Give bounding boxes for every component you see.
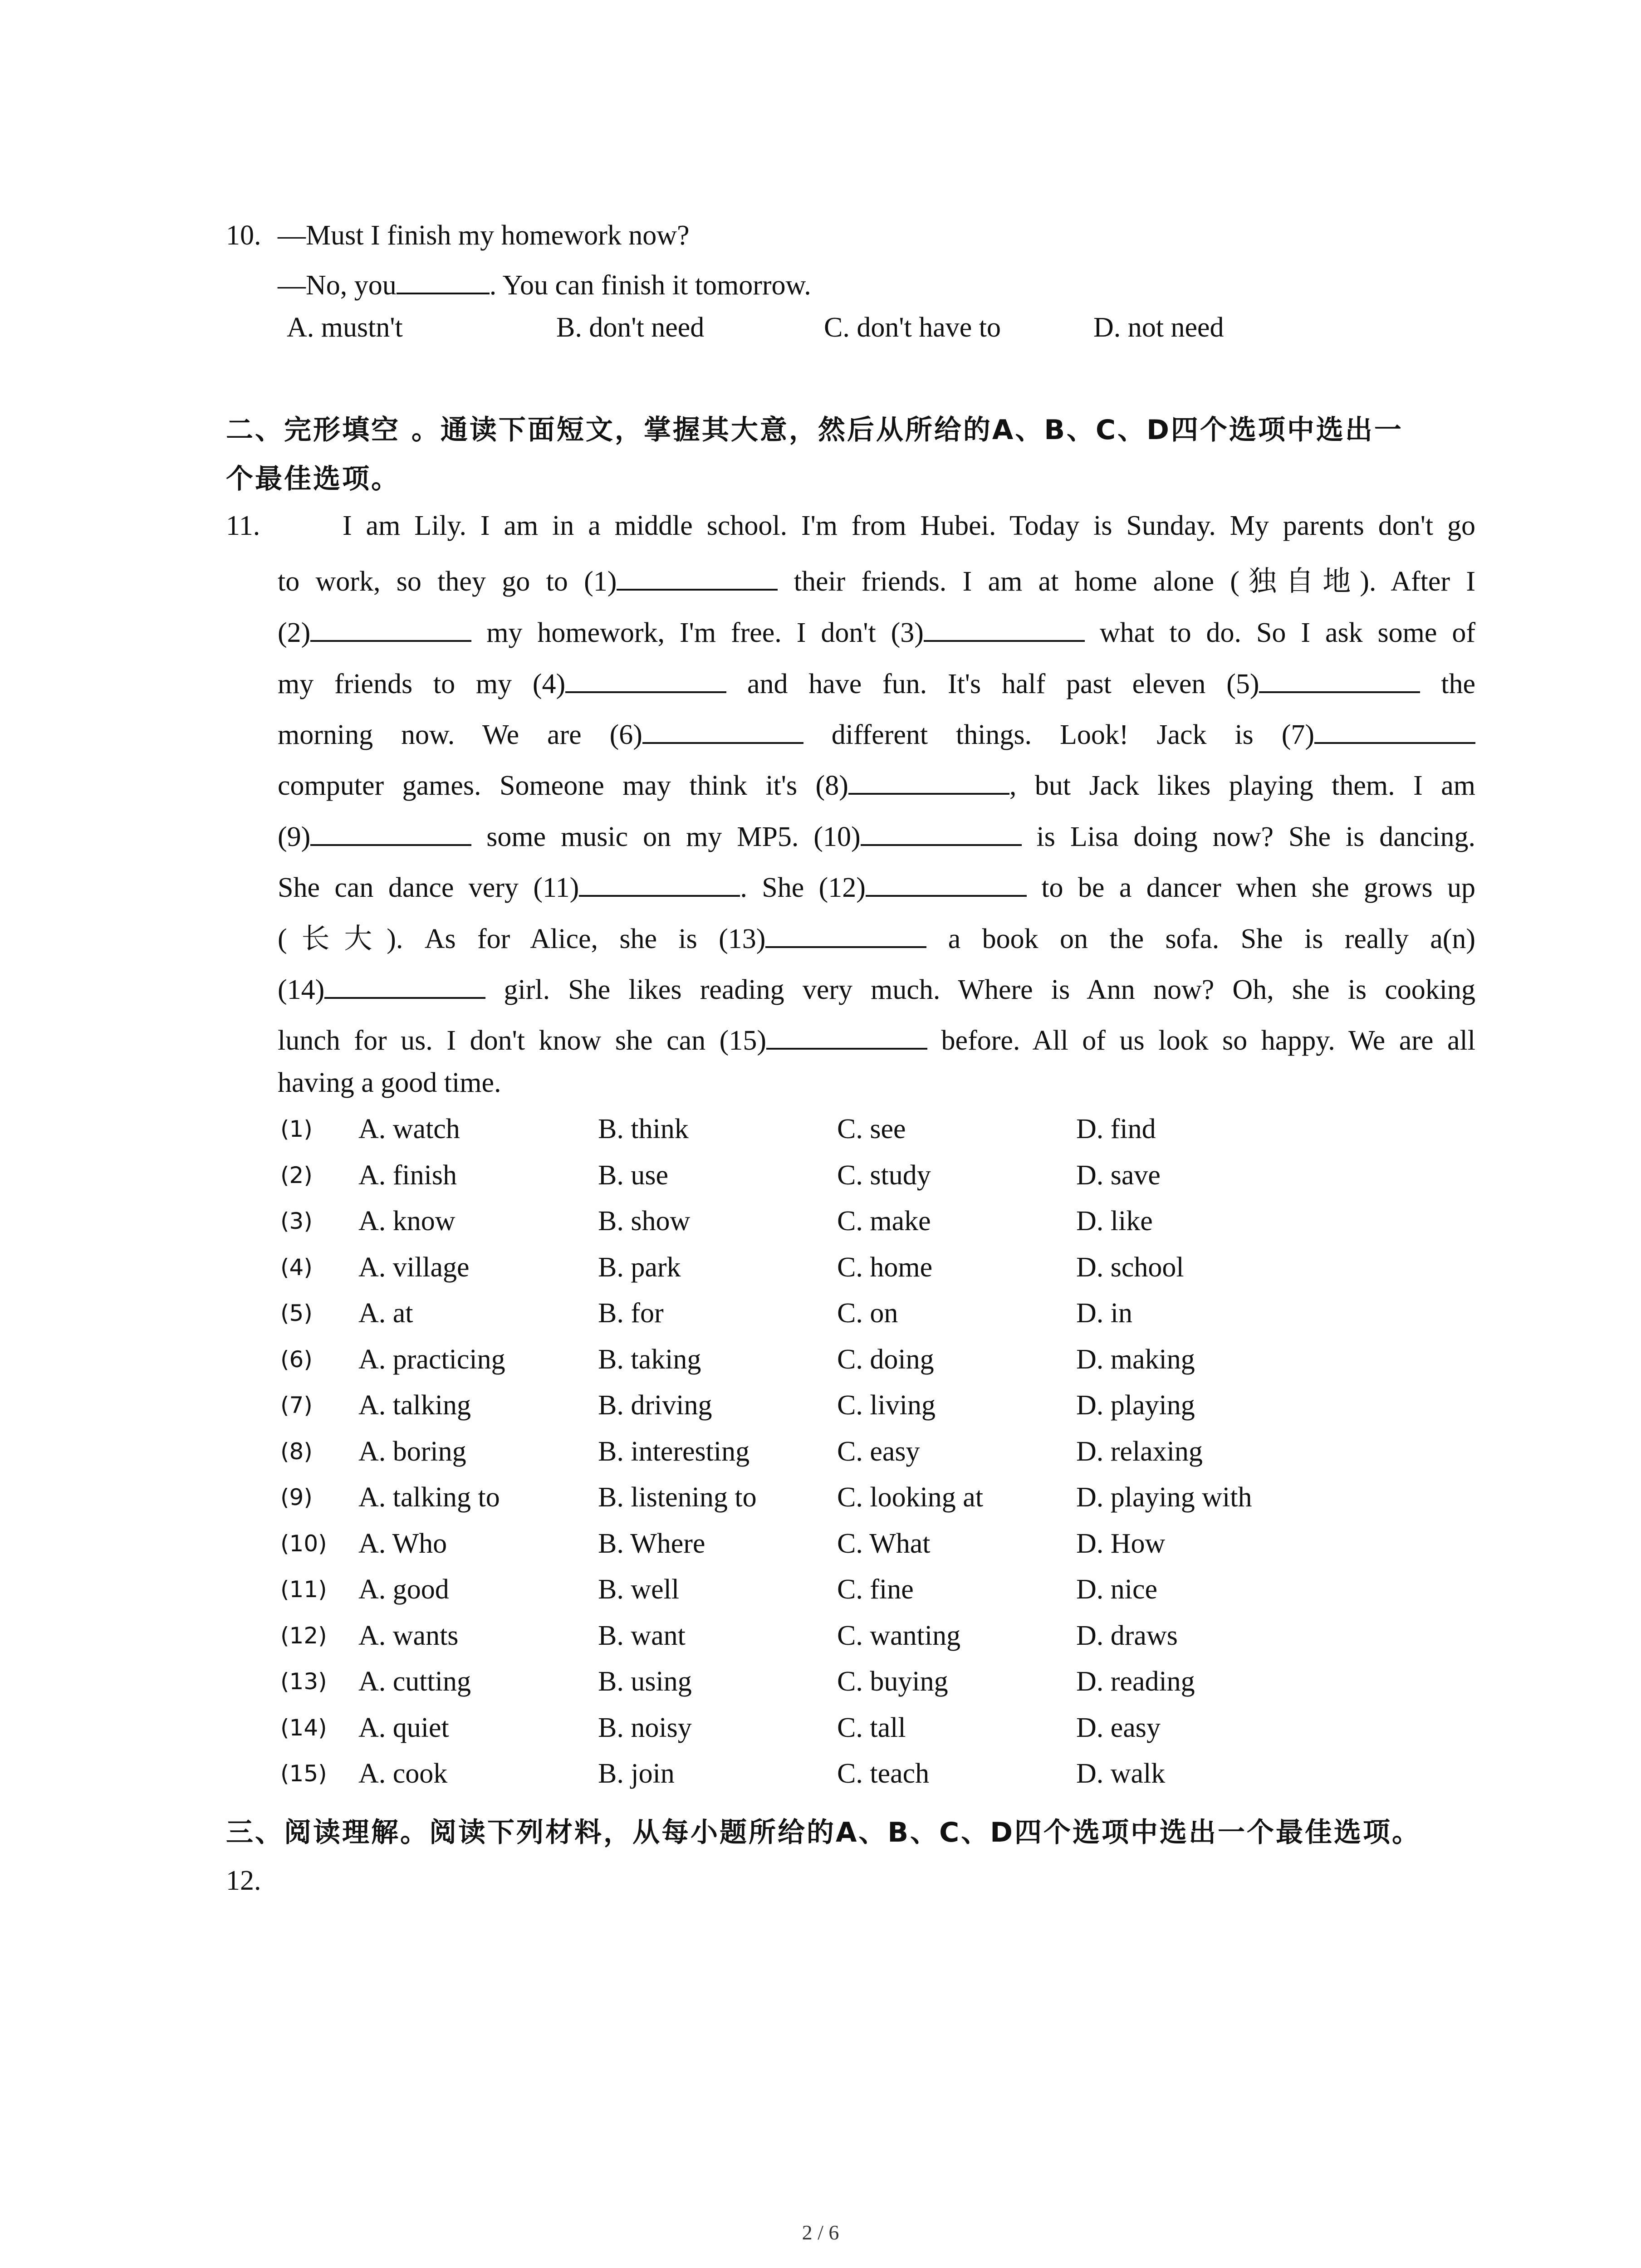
section-2-title-line-1: 二、完形填空 。通读下面短文，掌握其大意，然后从所给的A、B、C、D四个选项中选出一 bbox=[226, 414, 1403, 446]
question-10-number: 10. bbox=[226, 220, 261, 251]
passage-text: She can dance very (11) bbox=[278, 872, 579, 903]
option-number: (1) bbox=[280, 1116, 313, 1142]
option-b: B. noisy bbox=[598, 1712, 692, 1743]
passage-line bbox=[278, 767, 1475, 801]
answer-blank bbox=[565, 665, 726, 693]
question-10-line-2a: —No, you bbox=[278, 270, 397, 301]
passage-text: their friends. I am at home alone (独自地). After I bbox=[778, 566, 1475, 597]
option-a: A. cutting bbox=[358, 1666, 471, 1697]
option-number: (2) bbox=[280, 1162, 313, 1188]
option-a: A. boring bbox=[358, 1436, 466, 1467]
option-c: C. make bbox=[837, 1206, 931, 1237]
option-row bbox=[0, 1574, 1641, 1605]
option-c: C. see bbox=[837, 1114, 906, 1144]
passage-line bbox=[278, 1022, 1475, 1056]
section-3-title: 三、阅读理解。阅读下列材料，从每小题所给的A、B、C、D四个选项中选出一个最佳选项。 bbox=[226, 1817, 1421, 1848]
option-b: B. interesting bbox=[598, 1436, 750, 1467]
option-b: B. use bbox=[598, 1159, 668, 1191]
passage-line bbox=[343, 510, 1475, 541]
question-10-option-b: B. don't need bbox=[556, 312, 705, 343]
option-d: D. save bbox=[1076, 1159, 1161, 1191]
passage-line bbox=[278, 716, 1475, 750]
option-number: (3) bbox=[280, 1208, 313, 1234]
option-d: D. nice bbox=[1076, 1574, 1158, 1605]
option-a: A. talking bbox=[358, 1390, 471, 1421]
option-c: C. What bbox=[837, 1528, 931, 1559]
passage-line bbox=[278, 818, 1475, 852]
option-d: D. draws bbox=[1076, 1620, 1178, 1651]
option-b: B. using bbox=[598, 1666, 692, 1697]
option-c: C. easy bbox=[837, 1436, 920, 1467]
option-c: C. living bbox=[837, 1390, 936, 1421]
passage-text: , but Jack likes playing them. I am bbox=[1009, 770, 1475, 801]
option-a: A. cook bbox=[358, 1758, 448, 1789]
option-a: A. wants bbox=[358, 1620, 459, 1651]
option-d: D. school bbox=[1076, 1251, 1184, 1283]
option-number: (8) bbox=[280, 1438, 313, 1465]
option-a: A. practicing bbox=[358, 1344, 505, 1375]
option-b: B. Where bbox=[598, 1528, 705, 1559]
option-b: B. think bbox=[598, 1114, 689, 1144]
passage-text: is Lisa doing now? She is dancing. bbox=[1021, 821, 1475, 852]
option-row bbox=[0, 1160, 1641, 1191]
option-row bbox=[0, 1712, 1641, 1743]
answer-blank bbox=[642, 716, 803, 744]
passage-text: computer games. Someone may think it's (8) bbox=[278, 770, 848, 801]
option-a: A. know bbox=[358, 1206, 456, 1237]
option-d: D. find bbox=[1076, 1114, 1156, 1144]
option-a: A. at bbox=[358, 1298, 413, 1329]
question-12-number: 12. bbox=[226, 1865, 261, 1896]
passage-text: different things. Look! Jack is (7) bbox=[803, 719, 1314, 750]
answer-blank bbox=[866, 869, 1027, 897]
passage-text: (14) bbox=[278, 974, 325, 1005]
option-c: C. home bbox=[837, 1251, 933, 1283]
option-number: (14) bbox=[280, 1714, 327, 1741]
passage-text: having a good time. bbox=[278, 1067, 501, 1098]
option-row bbox=[0, 1482, 1641, 1513]
passage-text: (长大). As for Alice, she is (13) bbox=[278, 924, 766, 954]
question-10-option-a: A. mustn't bbox=[287, 312, 403, 343]
option-number: (10) bbox=[280, 1530, 327, 1557]
answer-blank bbox=[848, 767, 1009, 795]
question-10-option-c: C. don't have to bbox=[824, 312, 1001, 343]
option-c: C. on bbox=[837, 1298, 898, 1329]
option-c: C. doing bbox=[837, 1344, 934, 1375]
option-d: D. How bbox=[1076, 1528, 1166, 1559]
passage-text: my friends to my (4) bbox=[278, 669, 566, 699]
option-b: B. park bbox=[598, 1251, 681, 1283]
option-number: (7) bbox=[280, 1392, 313, 1418]
passage-text: to work, so they go to (1) bbox=[278, 566, 617, 597]
option-a: A. finish bbox=[358, 1159, 457, 1191]
option-number: (13) bbox=[280, 1668, 327, 1695]
option-d: D. in bbox=[1076, 1298, 1132, 1329]
passage-text: the bbox=[1420, 669, 1475, 699]
option-number: (12) bbox=[280, 1622, 327, 1649]
option-row bbox=[0, 1114, 1641, 1144]
option-row bbox=[0, 1758, 1641, 1789]
passage-text: a book on the sofa. She is really a(n) bbox=[926, 924, 1476, 954]
option-d: D. like bbox=[1076, 1206, 1153, 1237]
passage-text: morning now. We are (6) bbox=[278, 719, 642, 750]
section-2-title-line-2: 个最佳选项。 bbox=[226, 463, 400, 495]
answer-blank bbox=[766, 1022, 927, 1050]
question-10-line-1: —Must I finish my homework now? bbox=[278, 220, 690, 251]
passage-text: my homework, I'm free. I don't (3) bbox=[471, 617, 924, 648]
passage-text: what to do. So I ask some of bbox=[1084, 617, 1475, 648]
option-row bbox=[0, 1436, 1641, 1467]
page-number: 2 / 6 bbox=[802, 2221, 839, 2244]
option-c: C. wanting bbox=[837, 1620, 961, 1651]
option-d: D. walk bbox=[1076, 1758, 1166, 1789]
option-a: A. talking to bbox=[358, 1482, 500, 1513]
option-b: B. join bbox=[598, 1758, 675, 1789]
option-b: B. listening to bbox=[598, 1482, 757, 1513]
answer-blank bbox=[765, 920, 926, 948]
option-number: (11) bbox=[280, 1576, 327, 1603]
passage-line bbox=[278, 869, 1475, 903]
option-row bbox=[0, 1344, 1641, 1375]
option-b: B. show bbox=[598, 1206, 691, 1237]
option-number: (5) bbox=[280, 1300, 313, 1326]
passage-line bbox=[278, 614, 1475, 648]
option-row bbox=[0, 1298, 1641, 1329]
option-number: (9) bbox=[280, 1484, 313, 1510]
option-b: B. for bbox=[598, 1298, 664, 1329]
option-a: A. watch bbox=[358, 1114, 460, 1144]
answer-blank bbox=[1259, 665, 1420, 693]
option-a: A. village bbox=[358, 1251, 470, 1283]
answer-blank bbox=[310, 614, 471, 642]
answer-blank bbox=[310, 818, 471, 846]
option-d: D. making bbox=[1076, 1344, 1195, 1375]
option-c: C. study bbox=[837, 1159, 931, 1191]
question-10-line-2b: . You can finish it tomorrow. bbox=[489, 270, 811, 301]
answer-blank bbox=[1314, 716, 1475, 744]
passage-line bbox=[278, 665, 1475, 699]
option-b: B. well bbox=[598, 1574, 680, 1605]
option-b: B. driving bbox=[598, 1390, 712, 1421]
passage-text: lunch for us. I don't know she can (15) bbox=[278, 1025, 766, 1056]
option-c: C. teach bbox=[837, 1758, 930, 1789]
option-b: B. want bbox=[598, 1620, 686, 1651]
option-b: B. taking bbox=[598, 1344, 701, 1375]
passage-text: before. All of us look so happy. We are all bbox=[927, 1025, 1475, 1056]
option-a: A. good bbox=[358, 1574, 449, 1605]
answer-blank bbox=[617, 562, 778, 591]
option-row bbox=[0, 1528, 1641, 1559]
passage-text: some music on my MP5. (10) bbox=[471, 821, 861, 852]
answer-blank bbox=[397, 266, 490, 294]
passage-text: girl. She likes reading very much. Where is Ann now? Oh, she is cooking bbox=[485, 974, 1475, 1005]
answer-blank bbox=[579, 869, 740, 897]
option-a: A. quiet bbox=[358, 1712, 449, 1743]
answer-blank bbox=[924, 614, 1085, 642]
option-number: (6) bbox=[280, 1346, 313, 1373]
passage-text: and have fun. It's half past eleven (5) bbox=[726, 669, 1259, 699]
option-c: C. looking at bbox=[837, 1482, 984, 1513]
option-c: C. buying bbox=[837, 1666, 948, 1697]
option-row bbox=[0, 1666, 1641, 1697]
question-10-line-2 bbox=[278, 266, 811, 301]
passage-line bbox=[278, 920, 1475, 954]
question-10-option-d: D. not need bbox=[1093, 312, 1224, 343]
passage-line bbox=[278, 1067, 1475, 1098]
option-row bbox=[0, 1252, 1641, 1283]
option-c: C. fine bbox=[837, 1574, 914, 1605]
option-a: A. Who bbox=[358, 1528, 447, 1559]
option-row bbox=[0, 1390, 1641, 1421]
option-d: D. reading bbox=[1076, 1666, 1195, 1697]
passage-text: to be a dancer when she grows up bbox=[1026, 872, 1476, 903]
option-number: (15) bbox=[280, 1760, 327, 1787]
question-11-number: 11. bbox=[226, 510, 260, 541]
option-d: D. playing with bbox=[1076, 1482, 1252, 1513]
option-row bbox=[0, 1206, 1641, 1237]
option-number: (4) bbox=[280, 1254, 313, 1281]
passage-line bbox=[278, 562, 1475, 597]
passage-text: (9) bbox=[278, 821, 311, 852]
option-c: C. tall bbox=[837, 1712, 906, 1743]
option-row bbox=[0, 1620, 1641, 1651]
passage-text: . She (12) bbox=[740, 872, 866, 903]
option-d: D. playing bbox=[1076, 1390, 1195, 1421]
answer-blank bbox=[861, 818, 1022, 846]
passage-line bbox=[278, 971, 1475, 1005]
option-d: D. easy bbox=[1076, 1712, 1161, 1743]
option-d: D. relaxing bbox=[1076, 1436, 1203, 1467]
passage-text: (2) bbox=[278, 617, 311, 648]
passage-text: I am Lily. I am in a middle school. I'm from Hubei. Today is Sunday. My parents don't go bbox=[343, 510, 1475, 541]
answer-blank bbox=[324, 971, 485, 999]
